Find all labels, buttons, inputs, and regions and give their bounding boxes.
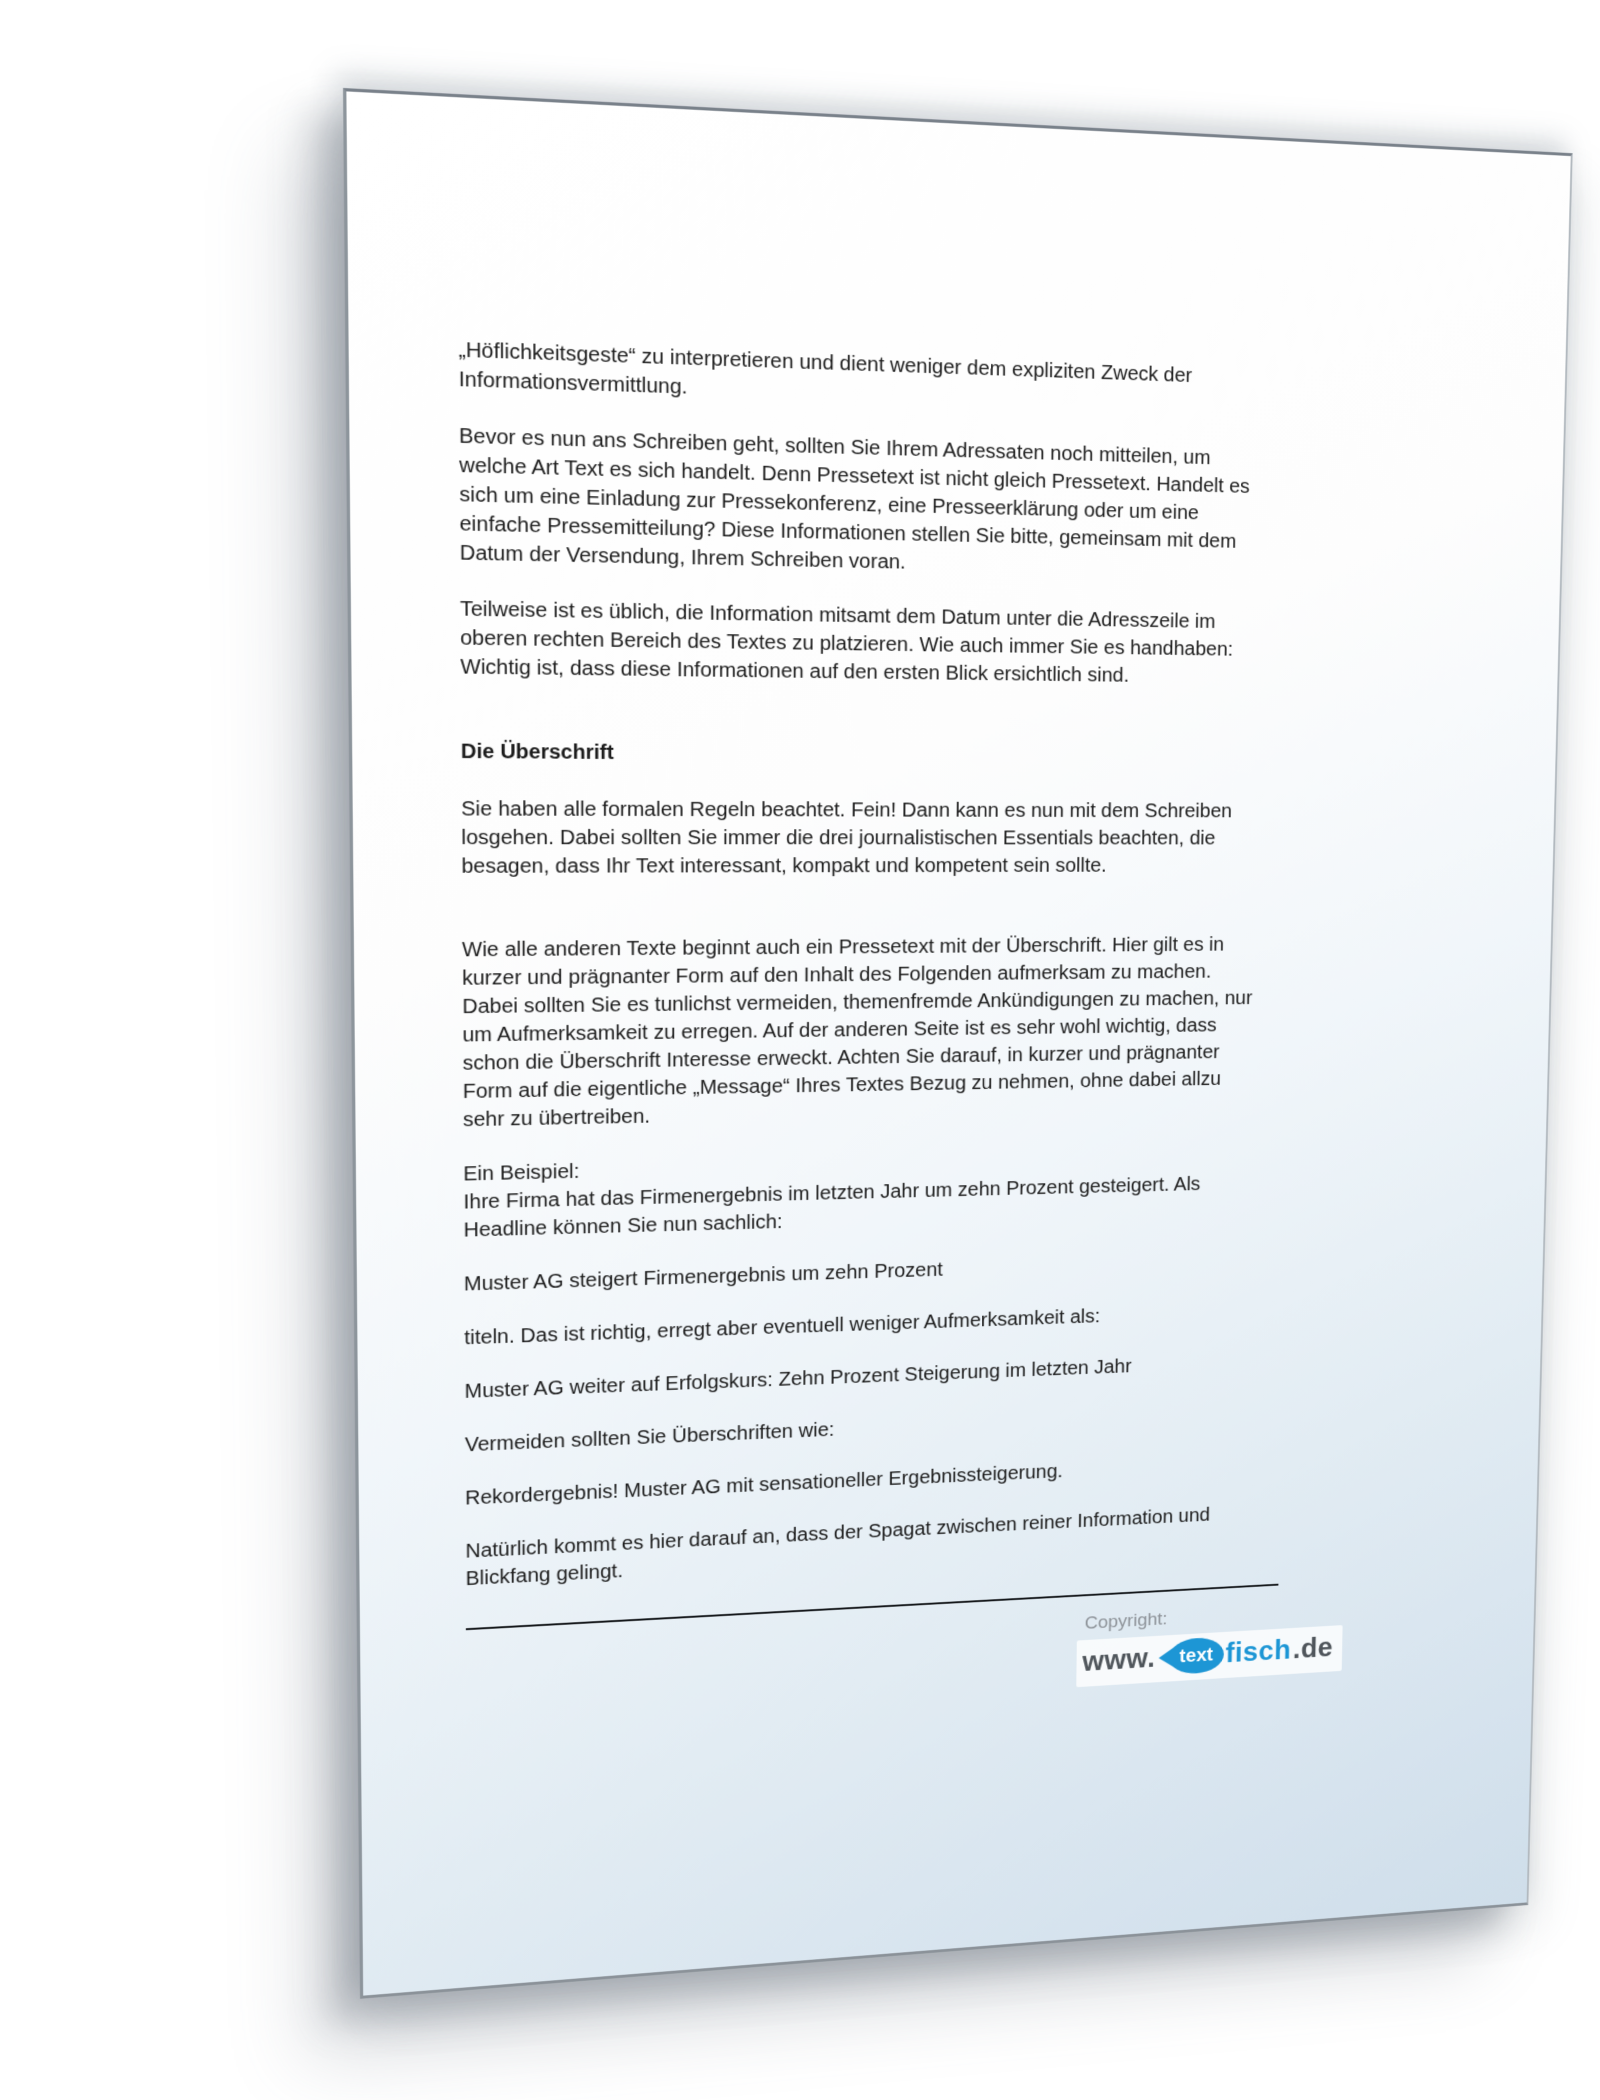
logo-de-text: .de [1292,1632,1334,1665]
fish-icon [1158,1637,1224,1676]
paragraph: Sie haben alle formalen Regeln beachtet. Fein! Dann kann es nun mit dem Schreiben losgehen. Dabei sollten Sie immer die drei journalistischen Essentials beachten, die besagen, dass Ihr Text interessant, kompakt und kompetent sein sollte. [461,798,1233,878]
paragraph: titeln. Das ist richtig, erregt aber eventuell weniger Aufmerksamkeit als: [464,1305,1101,1350]
example-headline: Muster AG weiter auf Erfolgskurs: Zehn Prozent Steigerung im letzten Jahr [464,1356,1132,1403]
copyright-label: Copyright: [1084,1609,1168,1634]
paragraph: Natürlich kommt es hier darauf an, dass der Spagat zwischen reiner Information und Blickfang gelingt. [465,1504,1211,1591]
example-headline: Muster AG steigert Firmenergebnis um zehn Prozent [463,1259,943,1296]
logo-fisch-text: fisch [1225,1635,1292,1669]
document-page [343,88,1573,1999]
page-content [458,336,1338,1725]
paragraph: Bevor es nun ans Schreiben geht, sollten Sie Ihrem Adressaten noch mitteilen, um welche Art Text es sich handelt. Denn Pressetext ist nicht gleich Pressetext. Handelt es sich um eine Einladung zur Pressekonferenz, eine Presseerklärung oder um eine einfache Pressemitteilung? Diese Informationen stellen Sie bitte, gemeinsam mit dem Datum der Versendung, Ihrem Schreiben voran. [458,424,1250,574]
paragraph: Teilweise ist es üblich, die Information mitsamt dem Datum unter die Adresszeile im oberen rechten Bereich des Textes zu platzieren. Wie auch immer Sie es handhaben: Wichtig ist, dass diese Informationen auf den ersten Blick ersichtlich sind. [459,597,1234,687]
footer [1076,1598,1334,1687]
paragraph: Ein Beispiel: Ihre Firma hat das Firmenergebnis im letzten Jahr um zehn Prozent gesteigert. Als Headline können Sie nun sachlich: [463,1160,1201,1242]
paragraph: Wie alle anderen Texte beginnt auch ein Pressetext mit der Überschrift. Hier gilt es in kurzer und prägnanter Form auf den Inhalt des Folgenden aufmerksam zu machen. Dabei sollten Sie es tunlichst vermeiden, themenfremde Ankündigungen zu machen, nur um Aufmerksamkeit zu erregen. Auf der anderen Seite ist es sehr wohl wichtig, dass schon die Überschrift Interesse erweckt. Achten Sie darauf, in kurzer und prägnanter Form auf die eigentliche „Message“ Ihres Textes Bezug zu nehmen, ohne dabei allzu sehr zu übertreiben. [461,934,1253,1132]
section [461,709,1332,910]
example-headline: Rekordergebnis! Muster AG mit sensationeller Ergebnissteigerung. [465,1460,1063,1510]
paragraph: Vermeiden sollten Sie Überschriften wie: [464,1419,835,1457]
section-heading: Die Überschrift [460,740,614,765]
logo-www-text: www. [1082,1643,1156,1678]
fish-body-label: text [1169,1637,1224,1675]
paragraph: „Höflichkeitsgeste“ zu interpretieren und dient weniger dem expliziten Zweck der Informationsvermittlung. [458,338,1193,399]
